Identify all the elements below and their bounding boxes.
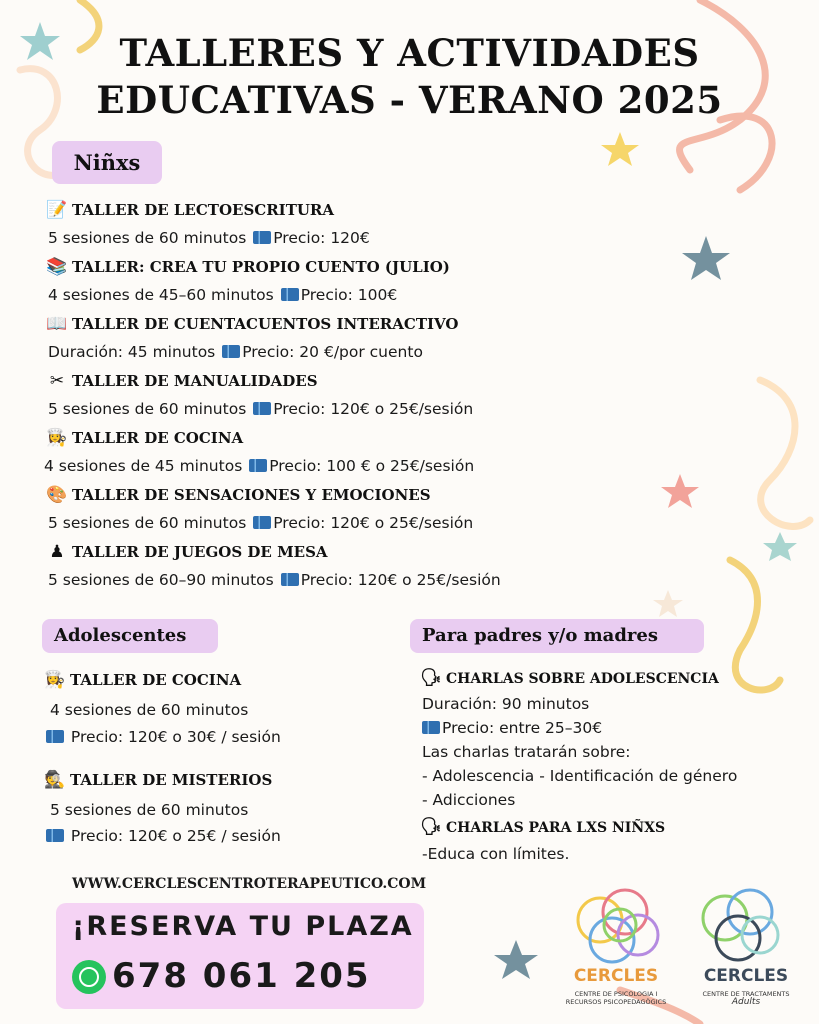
money-icon [249, 459, 267, 472]
workshop-sessions: 4 sesiones de 45 minutos [44, 457, 243, 475]
workshop-sessions: 4 sesiones de 60 minutos [50, 701, 249, 719]
workshop-title-text: TALLER DE COCINA [70, 671, 242, 689]
workshop-sessions: 5 sesiones de 60 minutos [48, 400, 247, 418]
logo-sub-line: CENTRE DE PSICOLOGIA I [574, 990, 658, 998]
parents-talk-title [420, 668, 719, 688]
workshop-price: Precio: 120€ o 25€/sesión [273, 514, 474, 532]
title-line-1: TALLERES Y ACTIVIDADES [119, 31, 700, 75]
workshop-price: Precio: 120€ [273, 229, 370, 247]
workshop-title-text: TALLER DE LECTOESCRITURA [72, 201, 335, 219]
workshop-details [48, 343, 423, 361]
speaking-head-icon: 🗣 [420, 817, 442, 837]
talk-intro: Las charlas tratarán sobre: [422, 743, 631, 761]
cook-icon: 👩‍🍳 [44, 670, 66, 690]
kids-workshop-title [46, 428, 243, 448]
workshop-details [48, 571, 501, 589]
books-icon: 📚 [46, 257, 68, 277]
workshop-price: Precio: 20 €/por cuento [242, 343, 423, 361]
talk-title-text: CHARLAS SOBRE ADOLESCENCIA [446, 671, 719, 687]
workshop-title-text: TALLER DE MISTERIOS [70, 771, 273, 789]
teens-header: Adolescentes [42, 619, 218, 653]
money-icon [253, 402, 271, 415]
workshop-sessions: 5 sesiones de 60 minutos [50, 801, 249, 819]
talk-price-text: Precio: entre 25–30€ [442, 719, 603, 737]
talk-line: -Educa con límites. [422, 845, 570, 863]
money-icon [281, 288, 299, 301]
chess-pawn-icon: ♟ [49, 542, 65, 562]
money-icon [46, 829, 64, 842]
logo-name: CERCLES [573, 966, 659, 986]
detective-icon: 🕵 [44, 770, 66, 790]
workshop-title-text: TALLER DE COCINA [72, 429, 244, 447]
kids-workshop-title [46, 371, 318, 391]
workshop-details [48, 286, 397, 304]
parents-talk-title [420, 817, 665, 837]
page-title [0, 30, 819, 124]
talk-price [420, 719, 602, 737]
workshop-price-text: Precio: 120€ o 25€ / sesión [66, 827, 281, 845]
workshop-details [48, 514, 473, 532]
open-book-icon: 📖 [46, 314, 68, 334]
scissors-icon: ✂ [49, 371, 65, 391]
workshop-title-text: TALLER DE CUENTACUENTOS INTERACTIVO [72, 315, 459, 333]
workshop-price: Precio: 100€ [300, 286, 398, 304]
workshop-sessions: 5 sesiones de 60 minutos [48, 514, 247, 532]
workshop-title-text: TALLER: CREA TU PROPIO CUENTO (JULIO) [72, 258, 450, 276]
workshop-details [44, 457, 474, 475]
workshop-details [48, 400, 473, 418]
speaking-head-icon: 🗣 [420, 668, 442, 688]
workshop-price: Precio: 100 € o 25€/sesión [269, 457, 475, 475]
phone-number[interactable]: 678 061 205 [112, 956, 371, 996]
workshop-title-text: TALLER DE SENSACIONES Y EMOCIONES [72, 486, 431, 504]
workshop-sessions: 5 sesiones de 60 minutos [48, 229, 247, 247]
kids-workshop-title [46, 257, 450, 277]
cook-icon: 👩‍🍳 [46, 428, 68, 448]
talk-topic: - Adicciones [422, 791, 516, 809]
teens-workshop-title [44, 670, 241, 690]
money-icon [222, 345, 240, 358]
workshop-price: Precio: 120€ o 25€/sesión [273, 400, 474, 418]
money-icon [253, 231, 271, 244]
teens-workshop-title [44, 770, 272, 790]
logo-sub-line: RECURSOS PSICOPEDAGÒGICS [565, 998, 667, 1006]
workshop-price [44, 827, 281, 845]
kids-workshop-title [46, 542, 328, 562]
money-icon [281, 573, 299, 586]
parents-header: Para padres y/o madres [410, 619, 704, 653]
logo-subtitle [548, 990, 684, 1006]
whatsapp-icon [72, 960, 106, 994]
palette-icon: 🎨 [46, 485, 68, 505]
workshop-title-text: TALLER DE MANUALIDADES [72, 372, 318, 390]
talk-duration: Duración: 90 minutos [422, 695, 590, 713]
talk-title-text: CHARLAS PARA LXS NIÑXS [446, 820, 666, 836]
workshop-title-text: TALLER DE JUEGOS DE MESA [72, 543, 328, 561]
money-icon [253, 516, 271, 529]
workshop-sessions: 5 sesiones de 60–90 minutos [48, 571, 274, 589]
talk-topic: - Adolescencia - Identificación de género [422, 767, 738, 785]
memo-icon: 📝 [46, 200, 68, 220]
money-icon [46, 730, 64, 743]
reserve-text: ¡RESERVA TU PLAZA [72, 911, 414, 942]
workshop-price [44, 728, 281, 746]
workshop-sessions: Duración: 45 minutos [48, 343, 216, 361]
logo-subtitle [680, 990, 812, 1006]
website-link[interactable]: WWW.CERCLESCENTROTERAPEUTICO.COM [72, 876, 427, 892]
kids-workshop-title [46, 485, 431, 505]
logo-sub-line: CENTRE DE TRACTAMENTS [702, 990, 790, 998]
workshop-details [48, 229, 370, 247]
kids-workshop-title [46, 200, 334, 220]
logo-sub-line: Adults [731, 997, 761, 1007]
workshop-sessions: 4 sesiones de 45–60 minutos [48, 286, 274, 304]
money-icon [422, 721, 440, 734]
workshop-price: Precio: 120€ o 25€/sesión [300, 571, 501, 589]
kids-workshop-title [46, 314, 458, 334]
workshop-price-text: Precio: 120€ o 30€ / sesión [66, 728, 281, 746]
logo-name: CERCLES [703, 966, 789, 986]
kids-header: Niñxs [52, 141, 162, 184]
title-line-2: EDUCATIVAS - VERANO 2025 [96, 78, 723, 122]
